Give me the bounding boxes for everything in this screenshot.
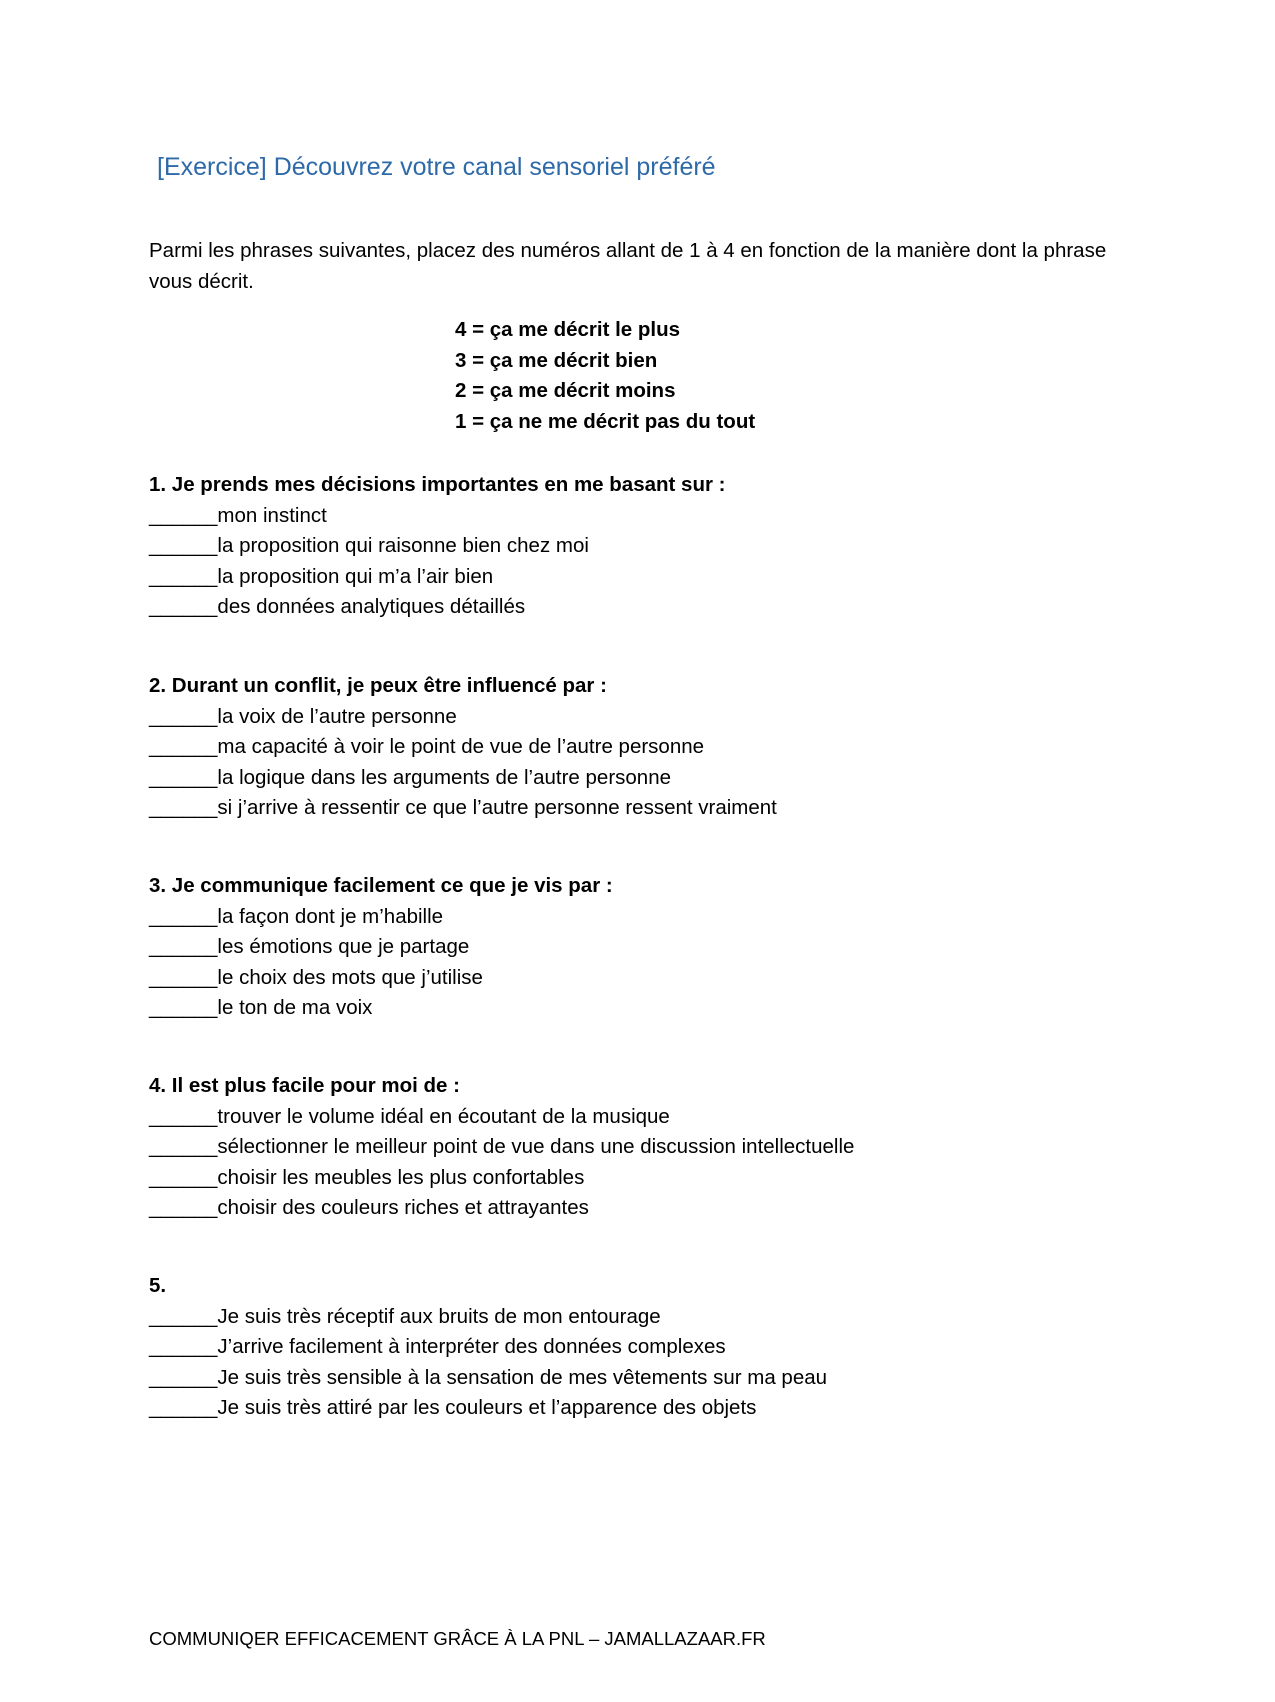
answer-option	[149, 932, 613, 963]
option-text: mon instinct	[217, 503, 327, 527]
answer-option	[149, 993, 613, 1024]
option-text: ma capacité à voir le point de vue de l’autre personne	[217, 735, 705, 758]
answer-option	[149, 1393, 827, 1424]
option-text: trouver le volume idéal en écoutant de la musique	[217, 1104, 670, 1128]
legend-item: 4 = ça me décrit le plus	[455, 318, 681, 341]
legend-item: 3 = ça me décrit bien	[455, 348, 658, 372]
answer-blank[interactable]: ______	[149, 1135, 218, 1158]
option-text: la proposition qui m’a l’air bien	[217, 564, 494, 588]
answer-option	[149, 732, 777, 763]
option-text: choisir des couleurs riches et attrayantes	[217, 1196, 589, 1219]
option-text: J’arrive facilement à interpréter des données complexes	[217, 1335, 726, 1358]
answer-blank[interactable]: ______	[149, 1335, 218, 1358]
answer-blank[interactable]: ______	[149, 735, 218, 758]
option-text: Je suis très réceptif aux bruits de mon entourage	[217, 1304, 661, 1328]
answer-blank[interactable]: ______	[149, 996, 218, 1019]
answer-blank[interactable]: ______	[149, 935, 218, 958]
option-text: des données analytiques détaillés	[217, 595, 526, 618]
option-text: la voix de l’autre personne	[217, 704, 457, 728]
answer-blank[interactable]: ______	[149, 704, 218, 728]
answer-blank[interactable]: ______	[149, 534, 218, 557]
page-footer: COMMUNIQER EFFICACEMENT GRÂCE À LA PNL – JAMALLAZAAR.FR	[149, 1628, 766, 1649]
answer-option	[149, 763, 777, 794]
option-text: sélectionner le meilleur point de vue dans une discussion intellectuelle	[217, 1135, 855, 1158]
answer-blank[interactable]: ______	[149, 965, 218, 989]
answer-option	[149, 793, 777, 824]
question-3	[149, 871, 613, 1024]
option-text: si j’arrive à ressentir ce que l’autre personne ressent vraiment	[217, 796, 777, 819]
answer-option	[149, 501, 725, 532]
option-text: la proposition qui raisonne bien chez moi	[217, 534, 589, 557]
answer-blank[interactable]: ______	[149, 1304, 218, 1328]
answer-option	[149, 1302, 827, 1333]
answer-blank[interactable]: ______	[149, 1196, 218, 1219]
answer-option	[149, 1363, 827, 1394]
answer-blank[interactable]: ______	[149, 765, 218, 789]
answer-option	[149, 1193, 854, 1224]
instructions-paragraph: Parmi les phrases suivantes, placez des numéros allant de 1 à 4 en fonction de la manière dont la phrase vous décrit.	[149, 239, 1107, 293]
answer-option	[149, 1132, 854, 1163]
answer-blank[interactable]: ______	[149, 1104, 218, 1128]
answer-blank[interactable]: ______	[149, 1165, 218, 1189]
option-text: Je suis très attiré par les couleurs et l’apparence des objets	[217, 1396, 757, 1419]
answer-blank[interactable]: ______	[149, 595, 218, 618]
answer-option	[149, 562, 725, 593]
answer-blank[interactable]: ______	[149, 564, 218, 588]
answer-blank[interactable]: ______	[149, 503, 218, 527]
answer-blank[interactable]: ______	[149, 904, 218, 928]
answer-blank[interactable]: ______	[149, 796, 218, 819]
answer-blank[interactable]: ______	[149, 1365, 218, 1389]
option-text: le ton de ma voix	[217, 996, 373, 1019]
question-4	[149, 1071, 854, 1224]
legend-item: 1 = ça ne me décrit pas du tout	[455, 409, 756, 433]
answer-option	[149, 902, 613, 933]
question-heading: 5.	[149, 1274, 167, 1297]
rating-legend	[455, 315, 755, 437]
option-text: la logique dans les arguments de l’autre personne	[217, 765, 671, 789]
question-heading: 1. Je prends mes décisions importantes en me basant sur :	[149, 473, 726, 496]
question-2	[149, 671, 777, 824]
answer-option	[149, 592, 725, 623]
option-text: le choix des mots que j’utilise	[217, 965, 483, 989]
question-5	[149, 1271, 827, 1424]
question-1	[149, 470, 725, 623]
answer-option	[149, 531, 725, 562]
answer-option	[149, 1332, 827, 1363]
answer-option	[149, 1102, 854, 1133]
option-text: choisir les meubles les plus confortables	[217, 1165, 585, 1189]
page-title: [Exercice] Découvrez votre canal sensoriel préféré	[157, 153, 716, 181]
legend-item: 2 = ça me décrit moins	[455, 379, 676, 402]
option-text: les émotions que je partage	[217, 935, 470, 958]
answer-option	[149, 702, 777, 733]
question-heading: 2. Durant un conflit, je peux être influencé par :	[149, 674, 607, 697]
option-text: Je suis très sensible à la sensation de mes vêtements sur ma peau	[217, 1365, 828, 1389]
option-text: la façon dont je m’habille	[217, 904, 444, 928]
answer-option	[149, 1163, 854, 1194]
question-heading: 4. Il est plus facile pour moi de :	[149, 1074, 460, 1097]
answer-blank[interactable]: ______	[149, 1396, 218, 1419]
question-heading: 3. Je communique facilement ce que je vis par :	[149, 874, 613, 897]
answer-option	[149, 963, 613, 994]
